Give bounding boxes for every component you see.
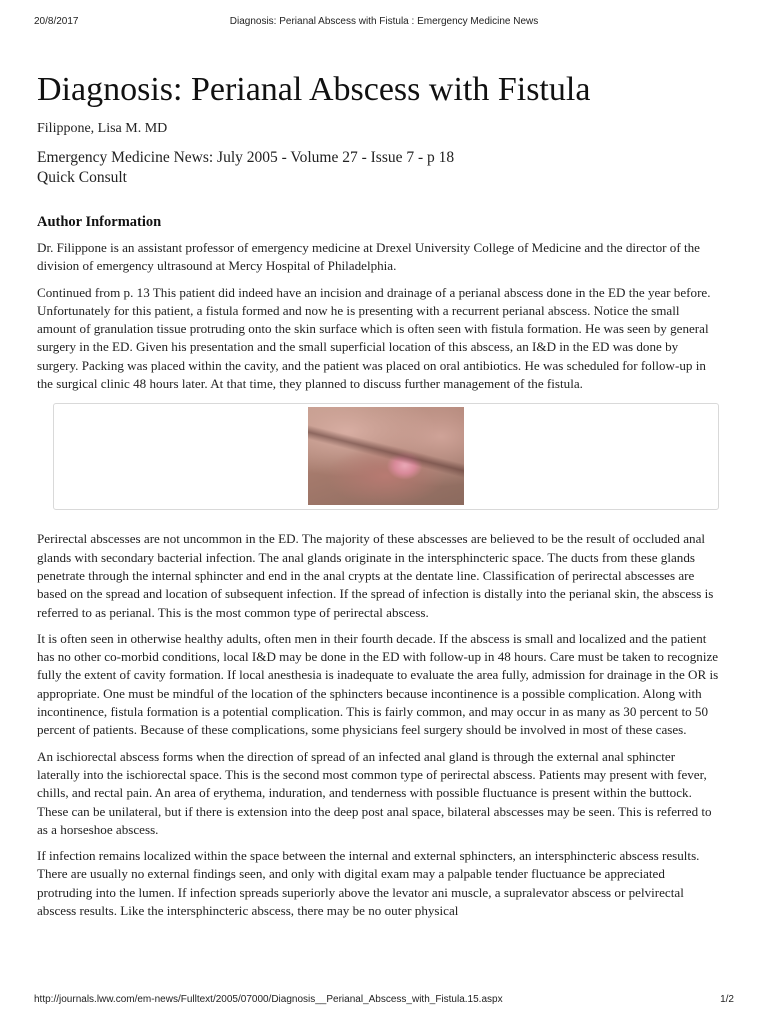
body-paragraph: An ischiorectal abscess forms when the direction of spread of an infected anal gland is through the external anal sphincter laterally into the ischiorectal space. This is the second most common type of perirectal abscess. Patients may present with fever, chills, and rectal pain. An area of erythema, induration, and tenderness with possible fluctuance is present within the buttock. These can be unilateral, but if there is extension into the deep post anal space, bilateral abscesses may be seen. This is referred to as a horseshoe abscess. <box>37 748 712 837</box>
print-page-title: Diagnosis: Perianal Abscess with Fistula : Emergency Medicine News <box>229 16 539 27</box>
print-footer <box>34 994 734 1008</box>
print-url: http://journals.lww.com/em-news/Fulltext/2005/07000/Diagnosis__Perianal_Abscess_with_Fistula.15.aspx <box>34 994 503 1005</box>
body-after-figure <box>37 530 721 920</box>
page-number: 1/2 <box>720 994 734 1005</box>
author-information-text: Dr. Filippone is an assistant professor of emergency medicine at Drexel University College of Medicine and the director of the division of emergency ultrasound at Mercy Hospital of Philadelphia. <box>37 240 700 274</box>
skin-fold-shading <box>308 424 464 481</box>
body-paragraph: Continued from p. 13 This patient did indeed have an incision and drainage of a perianal abscess done in the ED the year before. Unfortunately for this patient, a fistula formed and now he is presenting with a recurrent perianal abscess. Notice the small amount of granulation tissue protruding onto the skin surface which is often seen with fistula formation. He was seen by general surgery in the ED. Given his presentation and the small superficial location of this abscess, an I&D in the ED was done by surgery. Packing was placed within the cavity, and the patient was placed on oral antibiotics. He was scheduled for follow-up in the surgical clinic 48 hours later. At that time, they planned to discuss further management of the fistula. <box>37 284 711 392</box>
body-paragraph: If infection remains localized within the space between the internal and external sphincters, an intersphincteric abscess results. There are usually no external findings seen, and only with digital exam may a palpable tender fluctuance be appreciated protruding into the lumen. If infection spreads superiorly above the levator ani muscle, a supralevator abscess or pelvirectal abscess results. Like the intersphincteric abscess, there may be no outer physical <box>37 848 700 919</box>
print-date: 20/8/2017 <box>34 16 79 27</box>
citation-line: Emergency Medicine News: July 2005 - Volume 27 - Issue 7 - p 18 <box>37 149 455 166</box>
print-header <box>34 16 734 30</box>
body-paragraph: Perirectal abscesses are not uncommon in the ED. The majority of these abscesses are believed to be the result of occluded anal glands with secondary bacterial infection. The anal glands originate in the intersphincteric space. The ducts from these glands penetrate through the internal sphincter and end in the anal crypts at the dentate line. Classification of perirectal abscesses are based on the spread and location of subsequent infection. If the spread of infection is distally into the perianal skin, the abscess is referred to as perianal. This is the most common type of perirectal abscess. <box>37 531 714 620</box>
clinical-photo[interactable] <box>308 407 464 505</box>
article <box>37 70 721 920</box>
author-link[interactable]: Filippone, Lisa M. MD <box>37 121 168 136</box>
author-information-heading: Author Information <box>37 214 162 230</box>
citation-block <box>37 148 721 188</box>
article-title: Diagnosis: Perianal Abscess with Fistula <box>37 71 591 108</box>
section-label: Quick Consult <box>37 169 127 186</box>
figure-container <box>53 403 719 510</box>
body-paragraph: It is often seen in otherwise healthy adults, often men in their fourth decade. If the abscess is small and localized and the patient has no other co-morbid conditions, local I&D may be done in the ED with follow-up in 48 hours. Care must be taken to recognize fully the extent of cavity formation. If local anesthesia is inadequate to evaluate the area fully, admission for drainage in the OR is appropriate. One must be mindful of the location of the sphincters because incontinence is a possible complication. Along with incontinence, fistula formation is a potential complication. This is fairly common, and may occur in as many as 30 percent to 50 percent of patients. Because of these complications, some physicians feel surgery should be involved in most of these cases. <box>37 630 719 738</box>
